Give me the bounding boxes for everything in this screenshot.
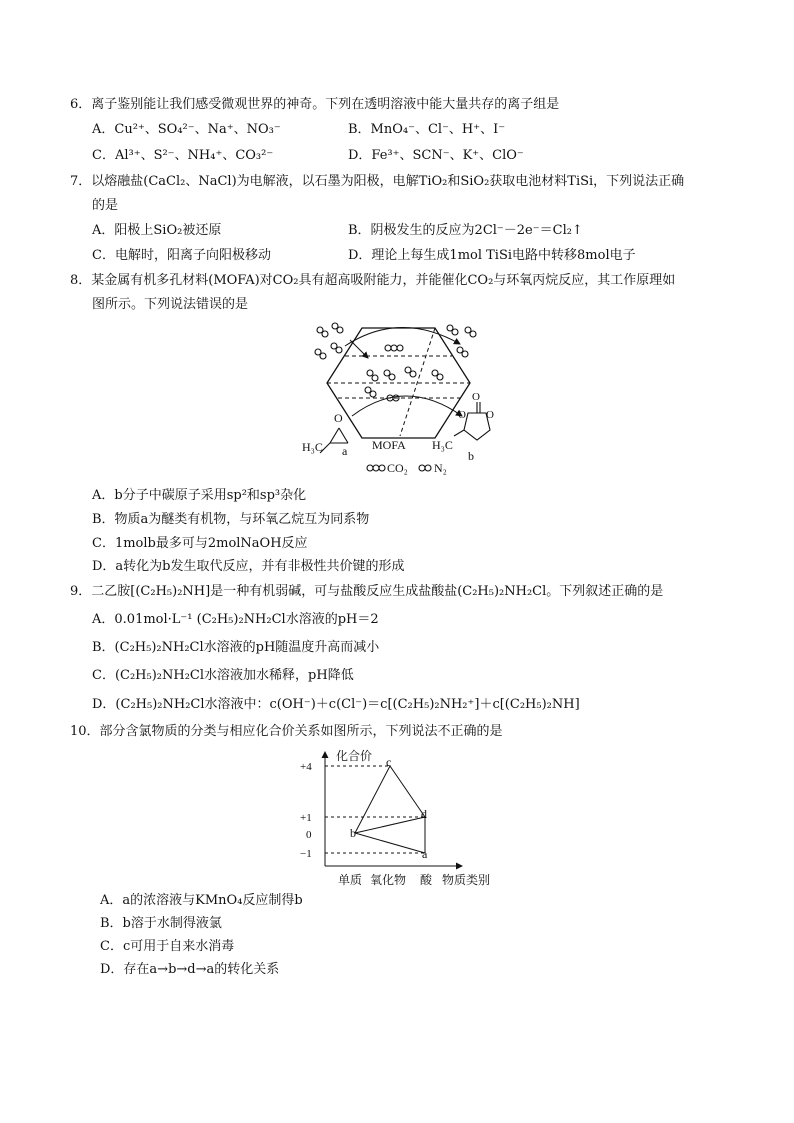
molecule-b bbox=[454, 402, 490, 440]
q8-option-a: A．b分子中碳原子采用sp²和sp³杂化 bbox=[92, 488, 307, 503]
point-b: b bbox=[350, 826, 356, 840]
q8-option-b: B．物质a为醚类有机物，与环氧乙烷互为同系物 bbox=[92, 512, 370, 527]
label-h3c-left: H₃C bbox=[302, 440, 323, 454]
q10-stem: 10．部分含氯物质的分类与相应化合价关系如图所示，下列说法不正确的是 bbox=[70, 724, 503, 739]
label-h3c-right: H₃C bbox=[432, 438, 453, 452]
q7-option-d: D．理论上每生成1mol TiSi电路中转移8mol电子 bbox=[348, 248, 636, 263]
mofa-reaction-diagram bbox=[290, 318, 520, 478]
co2-molecules-left bbox=[315, 323, 343, 359]
q8-stem-line1: 8．某金属有机多孔材料(MOFA)对CO₂具有超高吸附能力，并能催化CO₂与环氧丙烷反应，其工作原理如 bbox=[70, 273, 676, 288]
x-label-oxide: 氧化物 bbox=[370, 873, 407, 887]
q6-stem: 6．离子鉴别能让我们感受微观世界的神奇。下列在透明溶液中能大量共存的离子组是 bbox=[70, 97, 560, 112]
x-label-acid: 酸 bbox=[420, 873, 433, 887]
svg-text:O: O bbox=[334, 411, 343, 425]
x-axis-title: 物质类别 bbox=[442, 873, 491, 887]
q9-option-d: D．(C₂H₅)₂NH₂Cl水溶液中：c(OH⁻)＋c(Cl⁻)＝c[(C₂H₅)₂NH₂⁺]＋c[(C₂H₅)₂NH] bbox=[92, 697, 580, 712]
q6-option-a: A．Cu²⁺、SO₄²⁻、Na⁺、NO₃⁻ bbox=[92, 122, 281, 137]
y-tick-plus4: +4 bbox=[300, 761, 312, 773]
y-axis-title: 化合价 bbox=[336, 749, 373, 763]
q6-option-d: D．Fe³⁺、SCN⁻、K⁺、ClO⁻ bbox=[348, 148, 524, 163]
label-mofa: MOFA bbox=[372, 438, 406, 452]
x-label-element: 单质 bbox=[338, 873, 363, 887]
co2-molecules-right bbox=[447, 325, 476, 357]
chlorine-valence-diagram bbox=[290, 746, 510, 891]
co2-flow-arrow bbox=[345, 327, 460, 346]
q10-option-a: A．a的浓溶液与KMnO₄反应制得b bbox=[100, 893, 303, 908]
y-tick-minus1: −1 bbox=[300, 848, 312, 860]
label-b: b bbox=[468, 449, 474, 463]
svg-text:O: O bbox=[472, 391, 480, 403]
q7-option-c: C．电解时，阳离子向阳极移动 bbox=[92, 248, 271, 263]
legend-co2: CO₂ bbox=[387, 461, 408, 475]
q7-stem-line1: 7．以熔融盐(CaCl₂、NaCl)为电解液，以石墨为阳极，电解TiO₂和SiO₂获取电池材料TiSi，下列说法正确 bbox=[70, 174, 685, 189]
y-tick-plus1: +1 bbox=[300, 812, 312, 824]
entry-arrow bbox=[350, 340, 368, 358]
reaction-arrow bbox=[352, 396, 462, 416]
label-a: a bbox=[342, 444, 348, 458]
point-a: a bbox=[422, 847, 428, 861]
svg-text:O: O bbox=[458, 409, 466, 421]
q9-option-b: B．(C₂H₅)₂NH₂Cl水溶液的pH随温度升高而减小 bbox=[92, 640, 380, 655]
q9-stem: 9．二乙胺[(C₂H₅)₂NH]是一种有机弱碱，可与盐酸反应生成盐酸盐(C₂H₅)₂NH₂Cl。下列叙述正确的是 bbox=[70, 584, 664, 599]
q9-option-c: C．(C₂H₅)₂NH₂Cl水溶液加水稀释，pH降低 bbox=[92, 668, 354, 683]
q10-option-c: C．c可用于自来水消毒 bbox=[100, 939, 235, 954]
q6-option-c: C．Al³⁺、S²⁻、NH₄⁺、CO₃²⁻ bbox=[92, 148, 274, 163]
q8-stem-line2: 图所示。下列说法错误的是 bbox=[92, 297, 249, 312]
svg-text:O: O bbox=[486, 409, 494, 421]
y-tick-zero: 0 bbox=[306, 829, 312, 841]
point-d: d bbox=[421, 807, 427, 821]
legend-co2-icon bbox=[367, 465, 385, 471]
q8-option-d: D．a转化为b发生取代反应，并有非极性共价键的形成 bbox=[92, 559, 405, 574]
q10-option-b: B．b溶于水制得液氯 bbox=[100, 916, 222, 931]
legend-n2-icon bbox=[419, 465, 431, 471]
q10-option-d: D．存在a→b→d→a的转化关系 bbox=[100, 962, 280, 977]
point-c: c bbox=[386, 755, 392, 769]
legend-n2: N₂ bbox=[434, 461, 447, 475]
q7-stem-line2: 的是 bbox=[92, 198, 119, 213]
q8-option-c: C．1molb最多可与2molNaOH反应 bbox=[92, 536, 308, 551]
co2-molecules-inside bbox=[365, 345, 443, 401]
q7-option-a: A．阳极上SiO₂被还原 bbox=[92, 223, 222, 238]
q9-option-a: A．0.01mol·L⁻¹ (C₂H₅)₂NH₂Cl水溶液的pH＝2 bbox=[92, 612, 379, 627]
q7-option-b: B．阴极发生的反应为2Cl⁻－2e⁻＝Cl₂↑ bbox=[348, 223, 583, 238]
q6-option-b: B．MnO₄⁻、Cl⁻、H⁺、I⁻ bbox=[348, 122, 506, 137]
